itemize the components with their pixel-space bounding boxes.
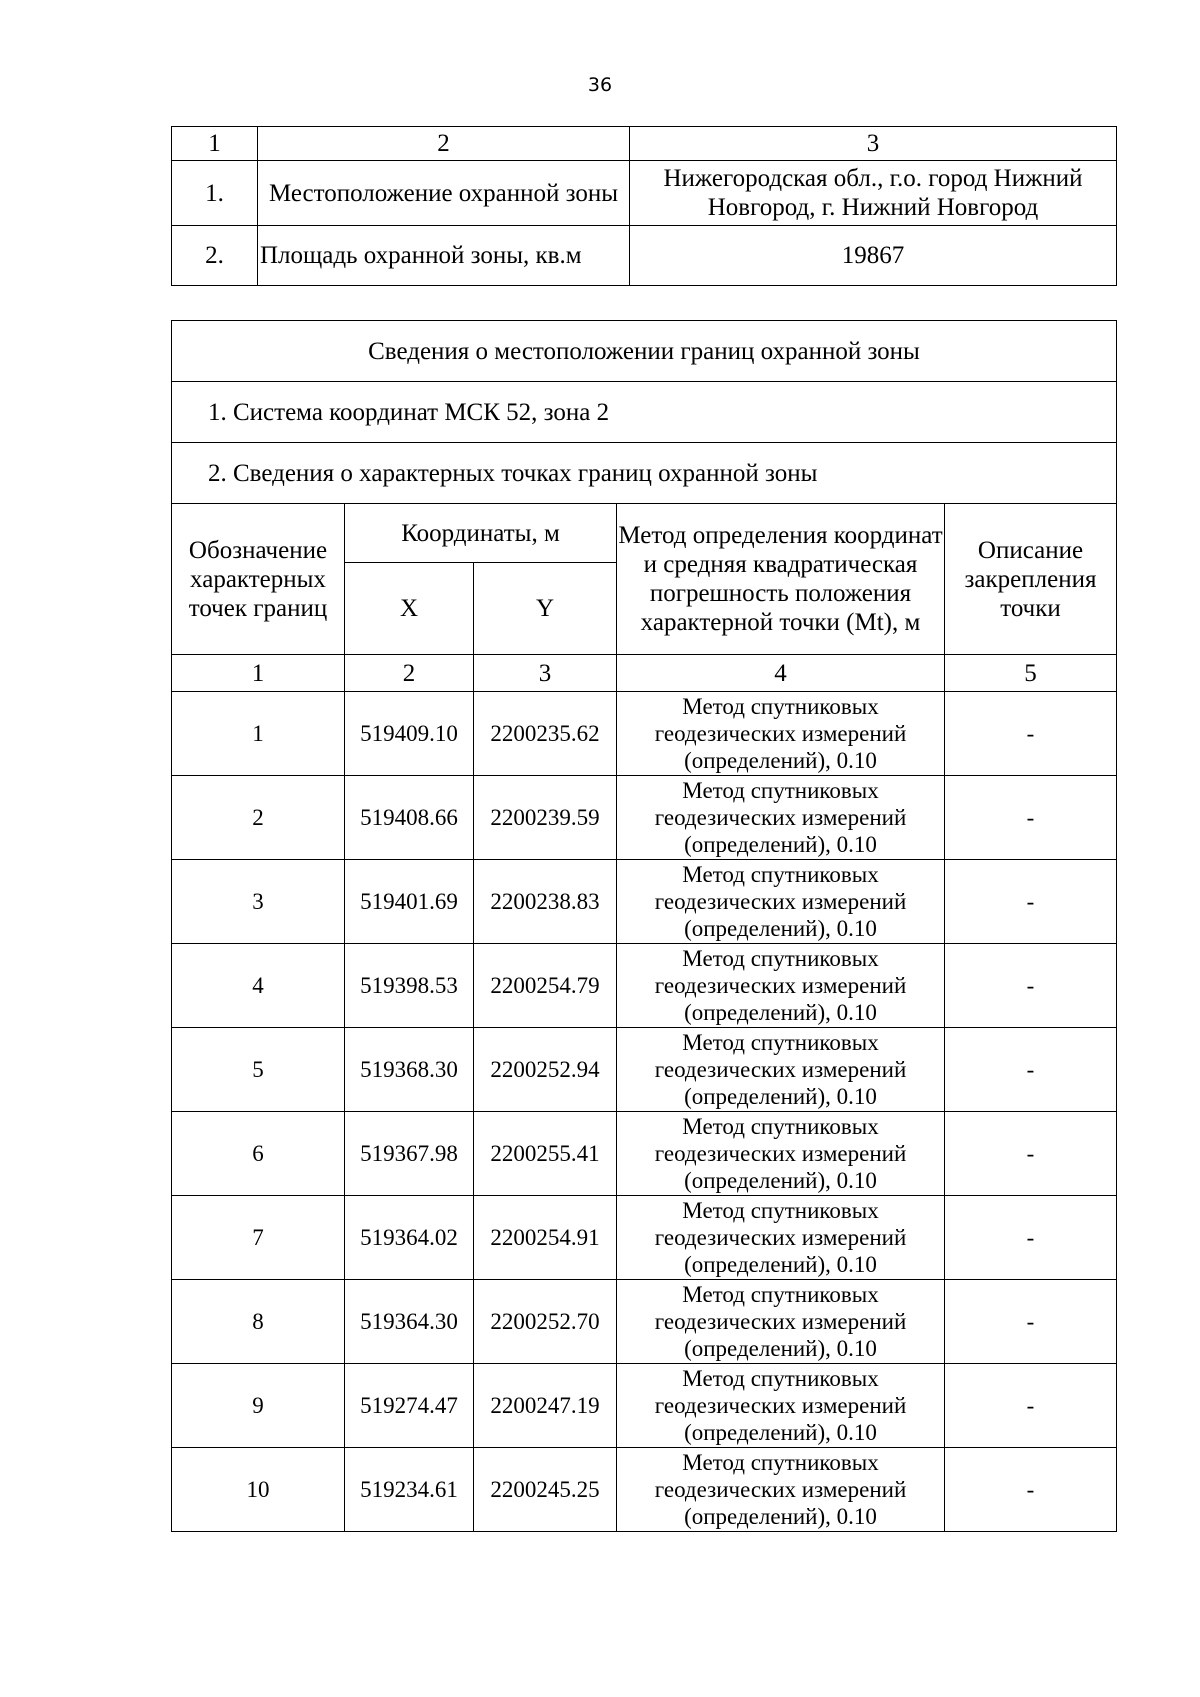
point-number: 5 [172,1028,345,1112]
row-label: Местоположение охранной зоны [258,161,630,226]
y-value: 2200252.70 [474,1280,617,1364]
x-value: 519234.61 [345,1448,474,1532]
method-value: Метод спутниковых геодезических измерений (определений), 0.10 [617,1028,945,1112]
y-value: 2200239.59 [474,776,617,860]
summary-row [172,226,1117,286]
table-row [172,1112,1117,1196]
method-value: Метод спутниковых геодезических измерений (определений), 0.10 [617,860,945,944]
table-row [172,692,1117,776]
x-value: 519364.30 [345,1280,474,1364]
table-row [172,860,1117,944]
column-number: 3 [474,655,617,692]
x-value: 519401.69 [345,860,474,944]
summary-table [171,126,1117,286]
method-value: Метод спутниковых геодезических измерений (определений), 0.10 [617,692,945,776]
coordinates-header: Координаты, м [345,504,617,563]
y-header: Y [474,563,617,655]
row-number: 2. [172,226,258,286]
x-value: 519398.53 [345,944,474,1028]
point-number: 8 [172,1280,345,1364]
points-table-title: Сведения о местоположении границ охранной зоны [172,321,1117,382]
y-value: 2200252.94 [474,1028,617,1112]
table-row [172,776,1117,860]
method-value: Метод спутниковых геодезических измерений (определений), 0.10 [617,776,945,860]
x-value: 519364.02 [345,1196,474,1280]
method-value: Метод спутниковых геодезических измерений (определений), 0.10 [617,1448,945,1532]
column-number: 1 [172,655,345,692]
column-number: 2 [258,127,630,161]
page-number: 36 [587,74,613,96]
column-number: 3 [630,127,1117,161]
column-number: 1 [172,127,258,161]
method-value: Метод спутниковых геодезических измерений (определений), 0.10 [617,1196,945,1280]
point-number: 2 [172,776,345,860]
table-row [172,944,1117,1028]
y-value: 2200255.41 [474,1112,617,1196]
x-value: 519368.30 [345,1028,474,1112]
points-section-row [172,443,1117,504]
table-row [172,1364,1117,1448]
table-row [172,1196,1117,1280]
fixing-value: - [945,1364,1117,1448]
fixing-value: - [945,776,1117,860]
points-table-title-row [172,321,1117,382]
fixing-value: - [945,944,1117,1028]
x-value: 519409.10 [345,692,474,776]
fixing-value: - [945,1448,1117,1532]
y-value: 2200254.79 [474,944,617,1028]
coordinate-system-row [172,382,1117,443]
point-number: 1 [172,692,345,776]
y-value: 2200254.91 [474,1196,617,1280]
column-number: 5 [945,655,1117,692]
column-number: 4 [617,655,945,692]
x-value: 519408.66 [345,776,474,860]
x-value: 519274.47 [345,1364,474,1448]
fixing-value: - [945,1196,1117,1280]
coordinate-system: 1. Система координат МСК 52, зона 2 [172,382,1117,443]
y-value: 2200238.83 [474,860,617,944]
summary-column-numbers [172,127,1117,161]
row-value: Нижегородская обл., г.о. город Нижний Новгород, г. Нижний Новгород [630,161,1117,226]
table-row [172,1028,1117,1112]
method-value: Метод спутниковых геодезических измерений (определений), 0.10 [617,1280,945,1364]
method-value: Метод спутниковых геодезических измерений (определений), 0.10 [617,1112,945,1196]
y-value: 2200247.19 [474,1364,617,1448]
x-value: 519367.98 [345,1112,474,1196]
points-section-heading: 2. Сведения о характерных точках границ охранной зоны [172,443,1117,504]
row-value: 19867 [630,226,1117,286]
fixing-value: - [945,1028,1117,1112]
table-row [172,1280,1117,1364]
point-number: 3 [172,860,345,944]
fixing-value: - [945,692,1117,776]
row-number: 1. [172,161,258,226]
points-column-numbers [172,655,1117,692]
designation-header: Обозначение характерных точек границ [172,504,345,655]
fixing-header: Описание закрепления точки [945,504,1117,655]
method-value: Метод спутниковых геодезических измерений (определений), 0.10 [617,944,945,1028]
point-number: 6 [172,1112,345,1196]
point-number: 4 [172,944,345,1028]
y-value: 2200245.25 [474,1448,617,1532]
header-row [172,504,1117,563]
point-number: 9 [172,1364,345,1448]
fixing-value: - [945,1112,1117,1196]
point-number: 10 [172,1448,345,1532]
y-value: 2200235.62 [474,692,617,776]
fixing-value: - [945,860,1117,944]
summary-row [172,161,1117,226]
x-header: X [345,563,474,655]
points-table [171,320,1117,1532]
method-header: Метод определения координат и средняя квадратическая погрешность положения характерной точки (Mt), м [617,504,945,655]
column-number: 2 [345,655,474,692]
fixing-value: - [945,1280,1117,1364]
point-number: 7 [172,1196,345,1280]
method-value: Метод спутниковых геодезических измерений (определений), 0.10 [617,1364,945,1448]
table-row [172,1448,1117,1532]
row-label: Площадь охранной зоны, кв.м [258,226,630,286]
